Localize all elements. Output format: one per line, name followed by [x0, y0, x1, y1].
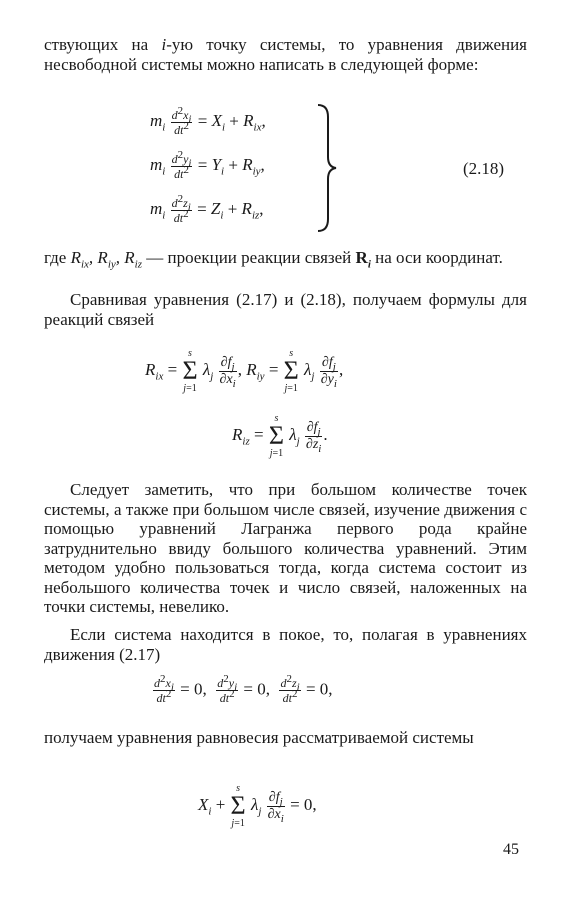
paragraph-equilibrium: получаем уравнения равновесия рассматриваемой системы	[44, 728, 474, 747]
formula-equilibrium: $X_i$ + s Σ j=1 $\lambda_j$ $\frac{\partial f_j}{\partial x_i}$ = 0,	[198, 783, 317, 829]
paragraph-remark: Следует заметить, что при большом количестве точек системы, а также при большом числе связей, изучение движения с помощью уравнений Лагранжа первого рода крайне затруднительно ввиду большого количества уравнений. Этим методом удобно пользоваться тогда, когда система состоит из небольшого количества точек и число связей, наложенных на точки системы, невелико.	[44, 480, 527, 616]
formula-rest-condition: $\frac{d^2x_i}{dt^2}$ = 0, $\frac{d^2y_i}{dt^2}$ = 0, $\frac{d^2z_i}{dt^2}$ = 0,	[154, 673, 333, 705]
paragraph-intro: ствующих на i-ую точку системы, то уравнения движения несвободной системы можно написать в следующей форме:	[44, 35, 528, 74]
equation-x: $m_i$ $\frac{d^2x_i}{dt^2}$ = $X_i + R_{ix}$,	[150, 105, 266, 137]
equation-y: $m_i$ $\frac{d^2y_i}{dt^2}$ = $Y_i + R_{iy}$,	[150, 149, 265, 181]
page-number: 45	[503, 841, 519, 858]
paragraph-projections: где $R_{ix}$, $R_{iy}$, $R_{iz}$ — проекции реакции связей $R_i$ на оси координат.	[44, 248, 503, 271]
formula-riz: $R_{iz}$ = s Σ j=1 $\lambda_j$ $\frac{\partial f_j}{\partial z_i}$ .	[232, 413, 328, 459]
curly-brace-icon	[312, 103, 338, 233]
paragraph-rest: Если система находится в покое, то, полагая в уравнениях движения (2.17)	[44, 625, 527, 664]
equation-number: (2.18)	[463, 159, 505, 178]
formula-rix-riy: $R_{ix}$ = s Σ j=1 $\lambda_j$ $\frac{\partial f_j}{\partial x_i}$ , $R_{iy}$ = s Σ j=1 $\lambda_j$ $\frac{\partial f_j}{\partial y_i}$ ,	[145, 348, 344, 394]
equation-z: $m_i$ $\frac{d^2z_i}{dt^2}$ = $Z_i + R_{iz}$,	[150, 193, 264, 225]
paragraph-compare: Сравнивая уравнения (2.17) и (2.18), получаем формулы для реакций связей	[44, 290, 527, 329]
